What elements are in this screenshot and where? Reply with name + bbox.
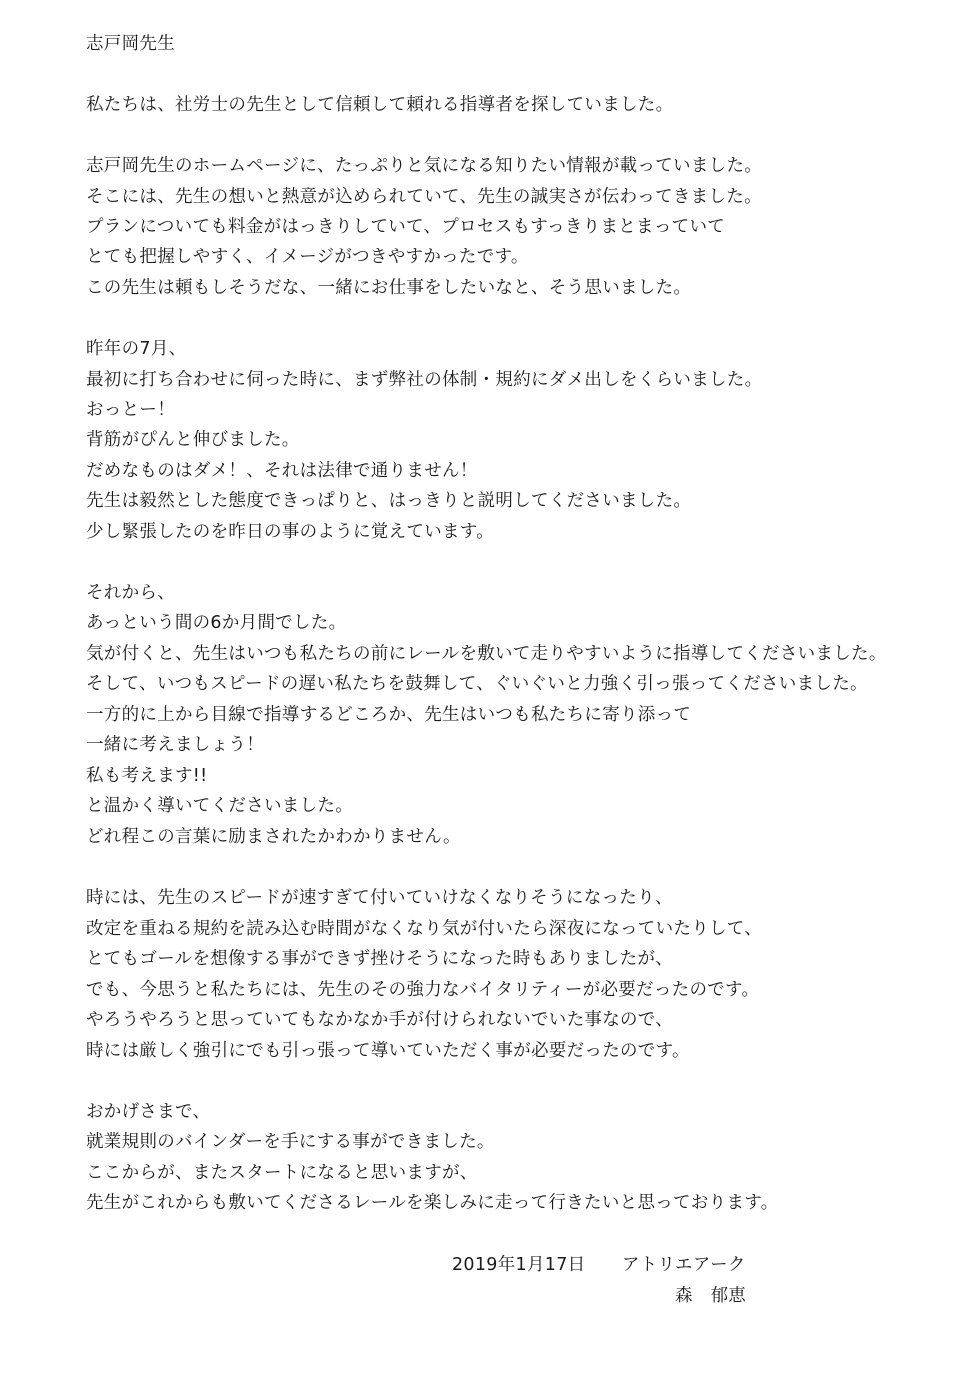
text-line: 一方的に上から目線で指導するどころか、先生はいつも私たちに寄り添って [86, 705, 692, 725]
text-line: あっという間の6か月間でした。 [86, 613, 347, 633]
text-line: ここからが、またスタートになると思いますが、 [86, 1163, 478, 1183]
text-line: 私も考えます!! [86, 766, 208, 786]
text-line: 気が付くと、先生はいつも私たちの前にレールを敷いて走りやすいように指導してくださいました。 [86, 644, 887, 664]
text-line: 改定を重ねる規約を読み込む時間がなくなり気が付いたら深夜になっていたりして、 [86, 919, 763, 939]
text-line: 最初に打ち合わせに伺った時に、まず弊社の体制・規約にダメ出しをくらいました。 [86, 370, 763, 390]
text-line: やろうやろうと思っていてもなかなか手が付けられないでいた事なので、 [86, 1010, 674, 1030]
salutation: 志戸岡先生 [86, 34, 175, 54]
text-line: 少し緊張したのを昨日の事のように覚えています。 [86, 522, 494, 542]
text-line: 時には、先生のスピードが速すぎて付いていけなくなりそうになったり、 [86, 888, 673, 908]
text-line: 就業規則のバインダーを手にする事ができました。 [86, 1132, 495, 1152]
text-line: それから、 [86, 583, 175, 603]
text-line: この先生は頼もしそうだな、一緒にお仕事をしたいなと、そう思いました。 [86, 278, 692, 298]
text-line: とてもゴールを想像する事ができず挫けそうになった時もありましたが、 [86, 949, 674, 969]
text-line: と温かく導いてくださいました。 [86, 796, 353, 816]
text-line: だめなものはダメ！、それは法律で通りません！ [86, 461, 478, 481]
text-line: とても把握しやすく、イメージがつきやすかったです。 [86, 247, 529, 267]
text-line: 昨年の7月、 [86, 339, 187, 359]
text-line: おかげさまで、 [86, 1102, 211, 1122]
text-line: 私たちは、社労士の先生として信頼して頼れる指導者を探していました。 [86, 95, 674, 115]
text-line: 時には厳しく強引にでも引っ張って導いていただく事が必要だったのです。 [86, 1041, 690, 1061]
company-name: アトリエアーク [622, 1255, 746, 1275]
text-line: 一緒に考えましょう！ [86, 735, 264, 755]
author-name: 森 郁恵 [675, 1286, 747, 1306]
text-line: 先生は毅然とした態度できっぱりと、はっきりと説明してくださいました。 [86, 491, 692, 511]
text-line: でも、今思うと私たちには、先生のその強力なバイタリティーが必要だったのです。 [86, 980, 760, 1000]
text-line: そこには、先生の想いと熱意が込められていて、先生の誠実さが伝わってきました。 [86, 187, 762, 207]
text-line: そして、いつもスピードの遅い私たちを鼓舞して、ぐいぐいと力強く引っ張ってくださいました。 [86, 674, 868, 694]
text-line: プランについても料金がはっきりしていて、プロセスもすっきりまとまっていて [86, 217, 726, 237]
text-line: 志戸岡先生のホームページに、たっぷりと気になる知りたい情報が載っていました。 [86, 156, 763, 176]
text-line: 背筋がぴんと伸びました。 [86, 430, 300, 450]
text-line: おっとー！ [86, 400, 175, 420]
text-line: どれ程この言葉に励まされたかわかりません。 [86, 827, 461, 847]
letter-date: 2019年1月17日 [452, 1255, 586, 1275]
text-line: 先生がこれからも敷いてくださるレールを楽しみに走って行きたいと思っております。 [86, 1193, 779, 1213]
